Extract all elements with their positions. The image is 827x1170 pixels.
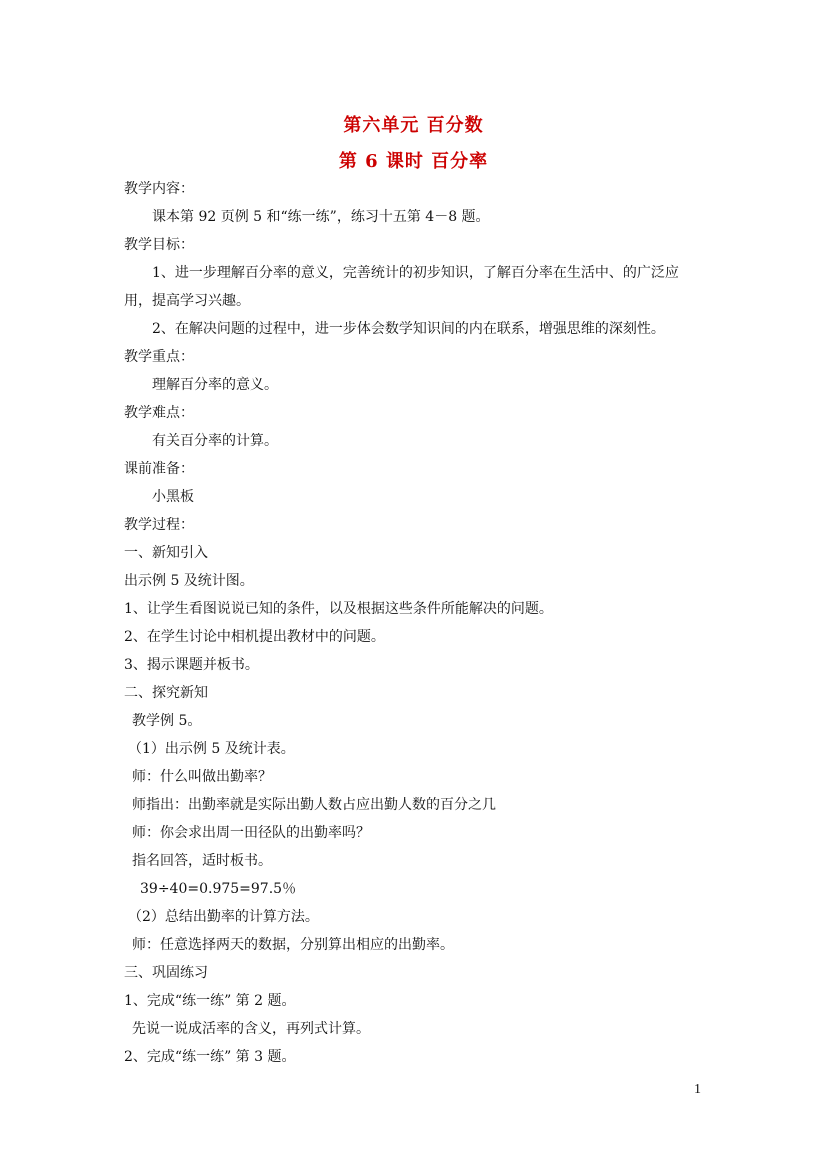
answer-instruction: 指名回答，适时板书。 xyxy=(132,853,272,869)
goal-1-line-2: 用，提高学习兴趣。 xyxy=(124,293,250,309)
goal-1-line-1: 1、进一步理解百分率的意义，完善统计的初步知识，了解百分率在生活中、的广泛应 xyxy=(152,265,679,281)
part-2-example: 教学例 5。 xyxy=(132,713,202,729)
goal-2: 2、在解决问题的过程中，进一步体会数学知识间的内在联系，增强思维的深刻性。 xyxy=(152,321,665,337)
teacher-question-1: 师：什么叫做出勤率？ xyxy=(132,769,272,785)
part-1-heading: 一、新知引入 xyxy=(124,545,208,561)
part-2-heading: 二、探究新知 xyxy=(124,685,208,701)
section-heading-difficulty: 教学难点： xyxy=(124,405,194,421)
exercise-2: 2、完成“练一练” 第 3 题。 xyxy=(124,1049,296,1065)
part-2-step-1: （1）出示例 5 及统计表。 xyxy=(128,741,295,757)
difficulty-text: 有关百分率的计算。 xyxy=(152,433,278,449)
exercise-1-note: 先说一说成活率的含义，再列式计算。 xyxy=(132,1021,370,1037)
section-heading-goals: 教学目标： xyxy=(124,237,194,253)
exercise-1: 1、完成“练一练” 第 2 题。 xyxy=(124,993,296,1009)
part-1-step-3: 3、揭示课题并板书。 xyxy=(124,657,259,673)
teacher-explanation: 师指出：出勤率就是实际出勤人数占应出勤人数的百分之几 xyxy=(132,797,496,813)
teacher-question-2: 师：你会求出周一田径队的出勤率吗？ xyxy=(132,825,370,841)
content-text: 课本第 92 页例 5 和“练一练”，练习十五第 4－8 题。 xyxy=(152,209,490,225)
part-2-step-2: （2）总结出勤率的计算方法。 xyxy=(128,909,319,925)
section-heading-process: 教学过程： xyxy=(124,517,194,533)
page-number: 1 xyxy=(694,1082,701,1097)
section-heading-key-point: 教学重点： xyxy=(124,349,194,365)
key-point-text: 理解百分率的意义。 xyxy=(152,377,278,393)
calculation-formula: 39÷40=0.975=97.5％ xyxy=(140,881,297,897)
page-subtitle: 第 6 课时 百分率 xyxy=(338,151,489,172)
part-1-step-2: 2、在学生讨论中相机提出教材中的问题。 xyxy=(124,629,385,645)
preparation-text: 小黑板 xyxy=(152,489,194,505)
section-heading-preparation: 课前准备： xyxy=(124,461,194,477)
part-1-intro: 出示例 5 及统计图。 xyxy=(124,573,254,589)
part-3-heading: 三、巩固练习 xyxy=(124,965,208,981)
part-1-step-1: 1、让学生看图说说已知的条件，以及根据这些条件所能解决的问题。 xyxy=(124,601,553,617)
section-heading-content: 教学内容： xyxy=(124,181,194,197)
teacher-task: 师：任意选择两天的数据，分别算出相应的出勤率。 xyxy=(132,937,454,953)
page-title: 第六单元 百分数 xyxy=(343,115,484,136)
